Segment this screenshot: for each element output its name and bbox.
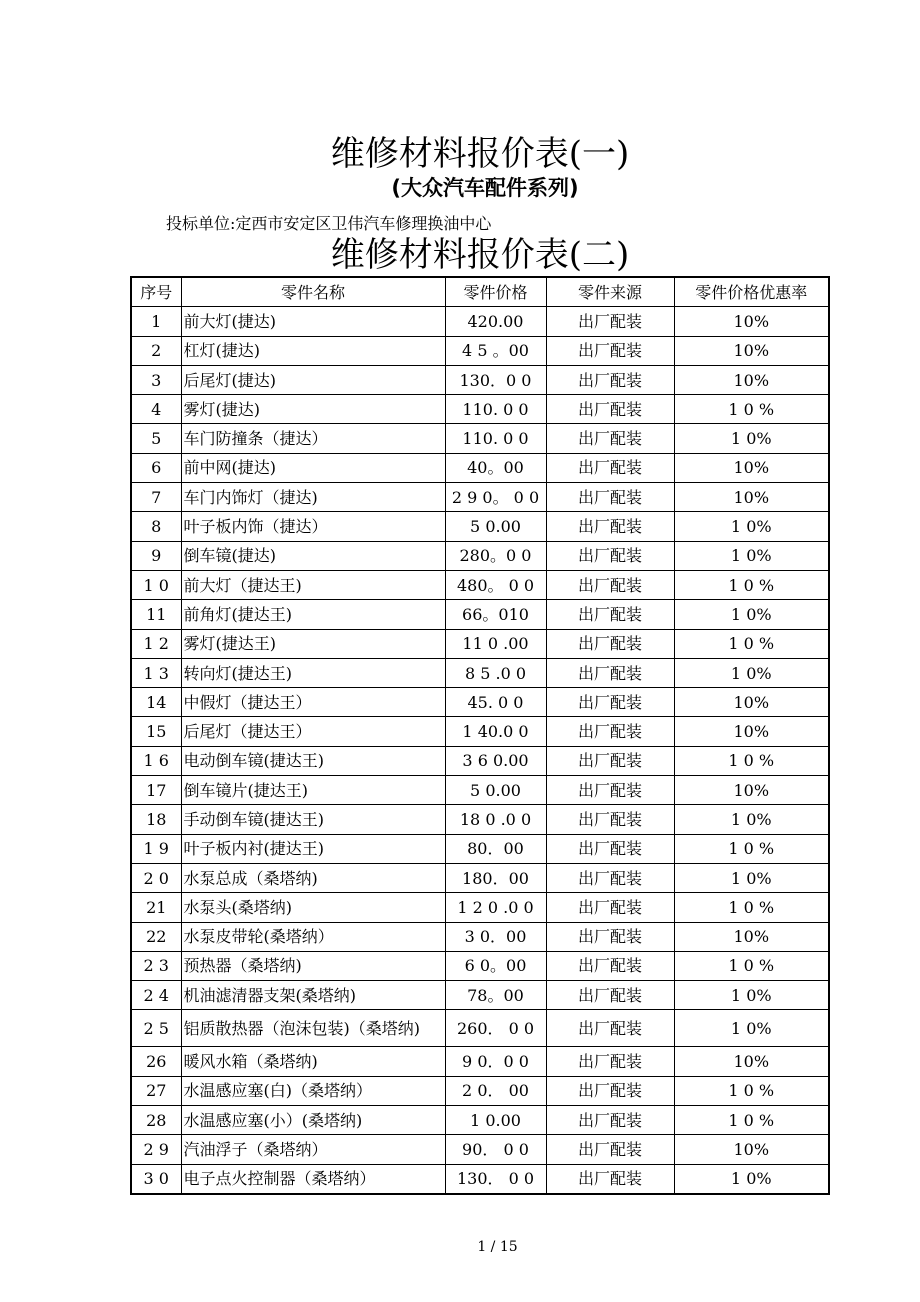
cell-part-name: 水泵皮带轮(桑塔纳）	[181, 922, 445, 951]
cell-part-name: 水温感应塞(小）(桑塔纳)	[181, 1106, 445, 1135]
cell-part-source: 出厂配装	[546, 365, 674, 394]
cell-part-source: 出厂配装	[546, 688, 674, 717]
cell-discount-rate: 1 0 %	[674, 834, 829, 863]
cell-part-name: 汽油浮子（桑塔纳）	[181, 1135, 445, 1164]
table-row	[131, 688, 829, 717]
cell-part-name: 前角灯(捷达王)	[181, 600, 445, 629]
cell-part-price: 8 5 .0 0	[445, 658, 546, 687]
cell-discount-rate: 1 0%	[674, 600, 829, 629]
cell-part-source: 出厂配装	[546, 570, 674, 599]
cell-part-name: 暖风水箱（桑塔纳)	[181, 1047, 445, 1076]
cell-part-price: 280。0 0	[445, 541, 546, 570]
cell-part-price: 2 9 0。 0 0	[445, 483, 546, 512]
table-row	[131, 336, 829, 365]
cell-discount-rate: 1 0%	[674, 981, 829, 1010]
cell-part-source: 出厂配装	[546, 893, 674, 922]
cell-discount-rate: 1 0 %	[674, 395, 829, 424]
cell-index: 5	[131, 424, 181, 453]
cell-discount-rate: 10%	[674, 776, 829, 805]
cell-part-name: 前大灯（捷达王)	[181, 570, 445, 599]
table-row	[131, 658, 829, 687]
cell-index: 28	[131, 1106, 181, 1135]
cell-index: 18	[131, 805, 181, 834]
table-row	[131, 776, 829, 805]
table-row	[131, 629, 829, 658]
cell-part-price: 80．00	[445, 834, 546, 863]
cell-part-source: 出厂配装	[546, 776, 674, 805]
cell-part-price: 11 0 .00	[445, 629, 546, 658]
table-row	[131, 893, 829, 922]
cell-part-source: 出厂配装	[546, 658, 674, 687]
table-row	[131, 951, 829, 980]
cell-part-source: 出厂配装	[546, 746, 674, 775]
cell-part-source: 出厂配装	[546, 863, 674, 892]
table-row	[131, 863, 829, 892]
cell-part-source: 出厂配装	[546, 453, 674, 482]
cell-part-source: 出厂配装	[546, 981, 674, 1010]
cell-discount-rate: 1 0 %	[674, 951, 829, 980]
cell-discount-rate: 10%	[674, 483, 829, 512]
cell-part-source: 出厂配装	[546, 1076, 674, 1105]
table-row	[131, 922, 829, 951]
table-row	[131, 424, 829, 453]
cell-part-price: 4 5 。00	[445, 336, 546, 365]
cell-index: 2 5	[131, 1010, 181, 1047]
cell-index: 1 0	[131, 570, 181, 599]
cell-part-source: 出厂配装	[546, 336, 674, 365]
cell-part-name: 前大灯(捷达)	[181, 307, 445, 336]
cell-part-source: 出厂配装	[546, 424, 674, 453]
cell-part-source: 出厂配装	[546, 629, 674, 658]
table-row	[131, 746, 829, 775]
cell-discount-rate: 10%	[674, 688, 829, 717]
cell-part-source: 出厂配装	[546, 1106, 674, 1135]
cell-part-name: 水泵头(桑塔纳)	[181, 893, 445, 922]
cell-part-price: 78。00	[445, 981, 546, 1010]
cell-index: 1 6	[131, 746, 181, 775]
cell-discount-rate: 1 0%	[674, 1164, 829, 1194]
cell-discount-rate: 1 0%	[674, 658, 829, 687]
cell-part-price: 6 0。00	[445, 951, 546, 980]
table-row	[131, 541, 829, 570]
page-title-2: 维修材料报价表(二)	[330, 235, 630, 275]
cell-part-source: 出厂配装	[546, 512, 674, 541]
cell-index: 3 0	[131, 1164, 181, 1194]
table-row	[131, 1047, 829, 1076]
cell-part-source: 出厂配装	[546, 395, 674, 424]
cell-part-price: 90． 0 0	[445, 1135, 546, 1164]
cell-index: 7	[131, 483, 181, 512]
cell-part-price: 420.00	[445, 307, 546, 336]
cell-discount-rate: 1 0%	[674, 863, 829, 892]
cell-part-price: 1 0.00	[445, 1106, 546, 1135]
cell-part-name: 车门内饰灯（捷达)	[181, 483, 445, 512]
header-discount-rate: 零件价格优惠率	[674, 277, 829, 307]
cell-part-name: 倒车镜(捷达)	[181, 541, 445, 570]
cell-part-source: 出厂配装	[546, 1010, 674, 1047]
cell-part-price: 3 6 0.00	[445, 746, 546, 775]
cell-part-name: 叶子板内衬(捷达王)	[181, 834, 445, 863]
cell-part-name: 水温感应塞(白)（桑塔纳）	[181, 1076, 445, 1105]
cell-index: 15	[131, 717, 181, 746]
cell-discount-rate: 10%	[674, 453, 829, 482]
cell-part-source: 出厂配装	[546, 307, 674, 336]
cell-index: 17	[131, 776, 181, 805]
cell-part-price: 2 0． 00	[445, 1076, 546, 1105]
cell-discount-rate: 1 0%	[674, 805, 829, 834]
cell-part-source: 出厂配装	[546, 541, 674, 570]
price-table	[130, 276, 830, 1195]
table-row	[131, 600, 829, 629]
table-row	[131, 805, 829, 834]
table-row	[131, 570, 829, 599]
cell-index: 26	[131, 1047, 181, 1076]
cell-part-source: 出厂配装	[546, 1047, 674, 1076]
cell-part-price: 1 2 0 .0 0	[445, 893, 546, 922]
table-row	[131, 365, 829, 394]
cell-part-source: 出厂配装	[546, 717, 674, 746]
cell-part-name: 预热器（桑塔纳)	[181, 951, 445, 980]
cell-part-name: 倒车镜片(捷达王)	[181, 776, 445, 805]
cell-part-price: 5 0.00	[445, 512, 546, 541]
cell-index: 8	[131, 512, 181, 541]
cell-part-price: 260． 0 0	[445, 1010, 546, 1047]
cell-index: 21	[131, 893, 181, 922]
bidder-info: 投标单位:定西市安定区卫伟汽车修理换油中心	[166, 214, 492, 233]
header-part-name: 零件名称	[181, 277, 445, 307]
table-body	[131, 307, 829, 1194]
cell-discount-rate: 10%	[674, 1135, 829, 1164]
cell-part-price: 180．00	[445, 863, 546, 892]
table-header-row	[131, 277, 829, 307]
cell-part-price: 130．0 0	[445, 365, 546, 394]
cell-index: 1 9	[131, 834, 181, 863]
cell-part-source: 出厂配装	[546, 834, 674, 863]
cell-part-name: 前中网(捷达)	[181, 453, 445, 482]
cell-part-source: 出厂配装	[546, 483, 674, 512]
table-row	[131, 834, 829, 863]
cell-part-price: 45. 0 0	[445, 688, 546, 717]
cell-part-price: 110. 0 0	[445, 424, 546, 453]
cell-part-name: 电动倒车镜(捷达王)	[181, 746, 445, 775]
cell-part-price: 3 0．00	[445, 922, 546, 951]
cell-index: 1	[131, 307, 181, 336]
cell-index: 1 3	[131, 658, 181, 687]
cell-index: 2 4	[131, 981, 181, 1010]
cell-part-price: 40。00	[445, 453, 546, 482]
cell-index: 2 0	[131, 863, 181, 892]
page-subtitle: (大众汽车配件系列)	[391, 176, 579, 200]
cell-index: 27	[131, 1076, 181, 1105]
cell-index: 2 3	[131, 951, 181, 980]
cell-index: 14	[131, 688, 181, 717]
cell-part-price: 5 0.00	[445, 776, 546, 805]
cell-part-name: 转向灯(捷达王)	[181, 658, 445, 687]
cell-index: 4	[131, 395, 181, 424]
table-row	[131, 981, 829, 1010]
cell-part-source: 出厂配装	[546, 1164, 674, 1194]
table-row	[131, 717, 829, 746]
cell-discount-rate: 10%	[674, 307, 829, 336]
cell-part-name: 后尾灯(捷达)	[181, 365, 445, 394]
cell-part-source: 出厂配装	[546, 1135, 674, 1164]
cell-discount-rate: 1 0%	[674, 1010, 829, 1047]
table-row	[131, 1076, 829, 1105]
cell-discount-rate: 1 0 %	[674, 570, 829, 599]
page-title-1: 维修材料报价表(一)	[330, 134, 630, 174]
cell-part-price: 480。 0 0	[445, 570, 546, 599]
cell-part-name: 叶子板内饰（捷达）	[181, 512, 445, 541]
cell-index: 1 2	[131, 629, 181, 658]
cell-discount-rate: 1 0 %	[674, 893, 829, 922]
header-part-source: 零件来源	[546, 277, 674, 307]
cell-discount-rate: 10%	[674, 365, 829, 394]
table-row	[131, 1135, 829, 1164]
cell-discount-rate: 10%	[674, 336, 829, 365]
cell-discount-rate: 1 0%	[674, 512, 829, 541]
header-index: 序号	[131, 277, 181, 307]
table-row	[131, 512, 829, 541]
cell-discount-rate: 1 0%	[674, 541, 829, 570]
cell-part-name: 杠灯(捷达)	[181, 336, 445, 365]
table-row	[131, 483, 829, 512]
cell-part-name: 水泵总成（桑塔纳)	[181, 863, 445, 892]
cell-index: 3	[131, 365, 181, 394]
page-number: 1 / 15	[477, 1239, 518, 1255]
cell-discount-rate: 1 0 %	[674, 629, 829, 658]
cell-part-price: 9 0．0 0	[445, 1047, 546, 1076]
cell-part-name: 铝质散热器（泡沫包装)（桑塔纳)	[181, 1010, 445, 1047]
table-row	[131, 1164, 829, 1194]
cell-part-price: 130． 0 0	[445, 1164, 546, 1194]
header-part-price: 零件价格	[445, 277, 546, 307]
cell-part-price: 18 0 .0 0	[445, 805, 546, 834]
cell-part-price: 110. 0 0	[445, 395, 546, 424]
cell-discount-rate: 10%	[674, 1047, 829, 1076]
cell-part-price: 1 40.0 0	[445, 717, 546, 746]
table-row	[131, 307, 829, 336]
cell-part-name: 后尾灯（捷达王）	[181, 717, 445, 746]
table-row	[131, 395, 829, 424]
cell-discount-rate: 10%	[674, 717, 829, 746]
table-row	[131, 1106, 829, 1135]
cell-discount-rate: 10%	[674, 922, 829, 951]
cell-discount-rate: 1 0 %	[674, 1106, 829, 1135]
cell-discount-rate: 1 0%	[674, 424, 829, 453]
cell-part-name: 手动倒车镜(捷达王)	[181, 805, 445, 834]
table-row	[131, 453, 829, 482]
cell-part-name: 车门防撞条（捷达）	[181, 424, 445, 453]
cell-index: 6	[131, 453, 181, 482]
cell-part-name: 雾灯(捷达)	[181, 395, 445, 424]
cell-part-price: 66。010	[445, 600, 546, 629]
cell-index: 2	[131, 336, 181, 365]
cell-index: 9	[131, 541, 181, 570]
cell-part-source: 出厂配装	[546, 922, 674, 951]
cell-index: 11	[131, 600, 181, 629]
cell-part-name: 雾灯(捷达王)	[181, 629, 445, 658]
cell-part-name: 中假灯（捷达王）	[181, 688, 445, 717]
table-row	[131, 1010, 829, 1047]
cell-part-source: 出厂配装	[546, 600, 674, 629]
cell-discount-rate: 1 0 %	[674, 1076, 829, 1105]
cell-part-source: 出厂配装	[546, 805, 674, 834]
cell-part-source: 出厂配装	[546, 951, 674, 980]
cell-index: 2 9	[131, 1135, 181, 1164]
cell-part-name: 机油滤清器支架(桑塔纳)	[181, 981, 445, 1010]
cell-discount-rate: 1 0 %	[674, 746, 829, 775]
cell-index: 22	[131, 922, 181, 951]
cell-part-name: 电子点火控制器（桑塔纳）	[181, 1164, 445, 1194]
